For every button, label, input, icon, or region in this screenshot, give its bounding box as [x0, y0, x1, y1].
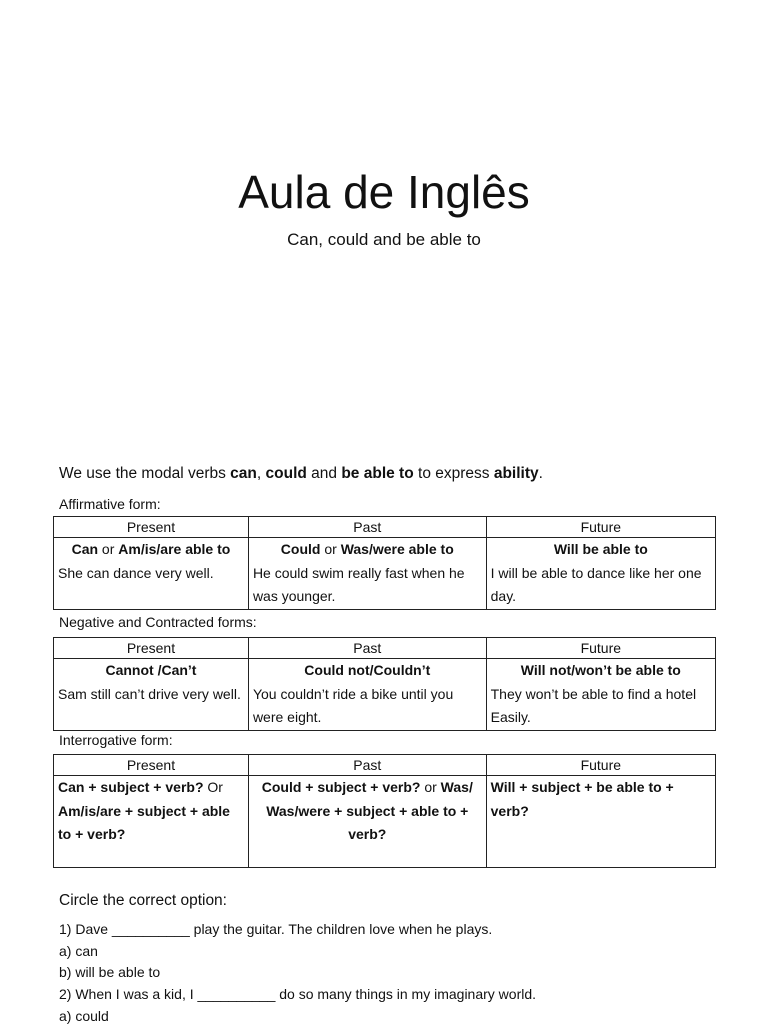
header-future: Future: [486, 517, 715, 538]
negative-future-cell: [486, 659, 715, 731]
negative-present-cell: [54, 659, 249, 731]
intro-text: We use the modal verbs: [59, 465, 231, 482]
interrogative-table: [53, 754, 716, 868]
exercise-option: a) could: [59, 1008, 109, 1024]
header-past: Past: [248, 638, 486, 659]
page-subtitle: Can, could and be able to: [287, 230, 481, 249]
header-present: Present: [54, 517, 249, 538]
intro-text: to express: [413, 465, 494, 482]
negative-past-cell: [248, 659, 486, 731]
interrogative-past-cell: Could + subject + verb? or Was/ Was/were + subject + able to + verb?: [248, 776, 486, 868]
exercise-option: b) will be able to: [59, 964, 161, 980]
header-future: Future: [486, 638, 715, 659]
interrogative-future-cell: Will + subject + be able to + verb?: [486, 776, 715, 868]
negative-present-example: Sam still can’t drive very well.: [58, 685, 241, 702]
intro-text: ,: [256, 465, 266, 482]
exercise-title: Circle the correct option:: [59, 892, 227, 909]
intro-could: could: [265, 465, 307, 482]
exercise-line: 1) Dave __________ play the guitar. The children love when he plays.: [59, 921, 493, 937]
header-past: Past: [248, 517, 486, 538]
affirmative-past-form: Could or Was/were able to: [280, 541, 454, 557]
table-header-row: [54, 517, 716, 538]
intro-can: can: [230, 465, 257, 482]
affirmative-future-form: Will be able to: [553, 541, 648, 557]
affirmative-table: [53, 516, 716, 610]
negative-future-form: Will not/won’t be able to: [520, 662, 681, 678]
interrogative-present-cell: Can + subject + verb? Or Am/is/are + subject + able to + verb?: [54, 776, 249, 868]
affirmative-present-cell: [54, 538, 249, 610]
affirmative-past-example: He could swim really fast when he was younger.: [252, 564, 465, 604]
exercise-option: a) can: [59, 943, 98, 959]
affirmative-present-form: Can or Am/is/are able to: [71, 541, 231, 557]
table-row: [54, 538, 716, 610]
page-title: Aula de Inglês: [238, 166, 530, 218]
intro-sentence: [59, 463, 543, 485]
negative-table: [53, 637, 716, 731]
header-present: Present: [54, 638, 249, 659]
header-future: Future: [486, 755, 715, 776]
intro-text: and: [306, 465, 342, 482]
header-past: Past: [248, 755, 486, 776]
interrogative-label: Interrogative form:: [59, 732, 173, 748]
negative-present-form: Cannot /Can’t: [105, 662, 197, 678]
affirmative-present-example: She can dance very well.: [58, 564, 214, 581]
intro-text: .: [538, 465, 543, 482]
header-present: Present: [54, 755, 249, 776]
affirmative-past-cell: [248, 538, 486, 610]
negative-label: Negative and Contracted forms:: [59, 614, 257, 630]
exercise-line: 2) When I was a kid, I __________ do so many things in my imaginary world.: [59, 986, 537, 1002]
intro-be-able-to: be able to: [341, 465, 414, 482]
table-header-row: [54, 638, 716, 659]
table-header-row: [54, 755, 716, 776]
table-row: [54, 776, 716, 868]
intro-ability: ability: [493, 465, 539, 482]
negative-past-example: You couldn’t ride a bike until you were eight.: [252, 685, 454, 725]
negative-future-example: They won’t be able to find a hotel Easily.: [490, 685, 697, 725]
table-row: [54, 659, 716, 731]
affirmative-future-cell: [486, 538, 715, 610]
affirmative-label: Affirmative form:: [59, 496, 161, 512]
negative-past-form: Could not/Couldn’t: [304, 662, 431, 678]
affirmative-future-example: I will be able to dance like her one day.: [490, 564, 702, 604]
